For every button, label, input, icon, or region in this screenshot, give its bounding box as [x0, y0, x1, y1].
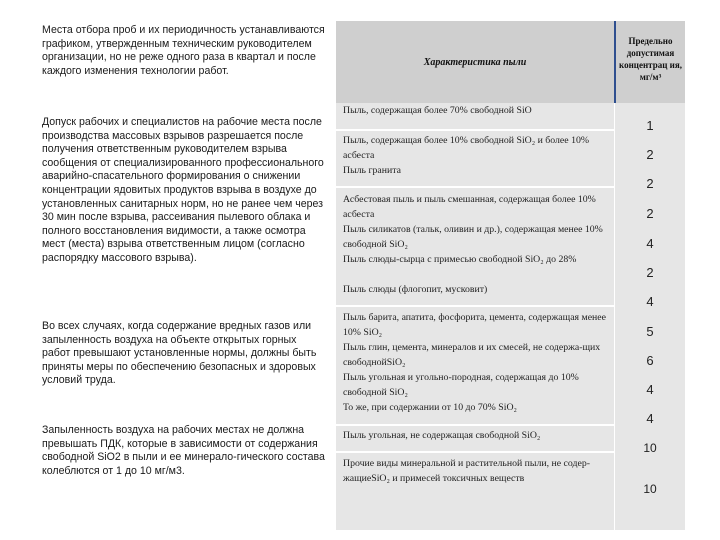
mpc-value: 4: [646, 411, 654, 426]
dust-row-silica-70: Пыль, содержащая более 70% свободной SiO: [343, 105, 532, 116]
dust-row-clay: Пыль глин, цемента, минералов и их смесей, не содержа-щих свободнойSiO₂: [343, 342, 601, 368]
dust-row-coal-no-silica: Пыль угольная, не содержащая свободной SiO₂: [343, 430, 541, 441]
mpc-value: 4: [646, 236, 654, 251]
mpc-value: 4: [646, 294, 654, 309]
dust-row-barite: Пыль барита, апатита, фосфорита, цемента, содержащая менее 10% SiO₂: [343, 312, 606, 338]
mpc-value: 10: [643, 482, 657, 496]
mpc-value: 4: [646, 382, 654, 397]
row-divider: [336, 186, 614, 188]
paragraph-measures: Во всех случаях, когда содержание вредных газов или запыленность воздуха на объекте открытых горных работ превышают установленные нормы, должны быть приняты меры по обеспечению безопасных и здоровых условий труда.: [42, 320, 317, 387]
mpc-value: 2: [646, 147, 654, 162]
mpc-value: 10: [643, 441, 657, 455]
dust-row-raw-mica: Пыль слюды-сырца с примесью свободной SiO₂ до 28%: [343, 254, 577, 265]
row-divider: [336, 129, 614, 131]
dust-row-coal-10-70: То же, при содержании от 10 до 70% SiO₂: [343, 402, 517, 413]
column-divider: [614, 103, 615, 530]
paragraph-dust-limit: Запыленность воздуха на рабочих местах не должна превышать ПДК, которые в зависимости от содержания свободной SiO2 в пыли и ее минерало-гического состава колеблются от 1 до 10 мг/м3.: [42, 424, 325, 477]
paragraph-admission: Допуск рабочих и специалистов на рабочие места после производства массовых взрывов разрешается после получения ответственным руководителем взрыва сообщения от специализированного профессионального аварийно-спасательного формирования о снижении концентрации ядовитых продуктов взрыва в воздухе до установленных санитарных норм, но не ранее чем через 30 мин после взрыва, рассеивания пылевого облака и полного восстановления видимости, а также осмотра мест (места) взрыва ответственным лицом (согласно распорядку массового взрыва).: [42, 116, 324, 264]
dust-row-silica-10-asbestos: Пыль, содержащая более 10% свободной SiO₂ и более 10% асбеста: [343, 135, 590, 161]
row-divider: [336, 424, 614, 426]
mpc-value: 2: [646, 206, 654, 221]
header-max-concentration: Предельно допустимая концентрац ия, мг/м³: [619, 36, 682, 82]
mpc-value: 5: [646, 324, 654, 339]
row-divider: [336, 305, 614, 307]
mpc-value: 2: [646, 176, 654, 191]
mpc-value: 1: [646, 118, 654, 133]
dust-row-granite: Пыль гранита: [343, 165, 401, 176]
dust-row-asbestos: Асбестовая пыль и пыль смешанная, содержащая более 10% асбеста: [343, 194, 596, 220]
header-dust-characteristic: Характеристика пыли: [423, 56, 527, 68]
paragraph-sampling: Места отбора проб и их периодичность устанавливаются графиком, утвержденным техническим руководителем организации, но не реже одного раза в квартал и после каждого изменения технологии работ.: [42, 24, 325, 77]
row-divider: [336, 451, 614, 453]
mpc-value: 6: [646, 353, 654, 368]
dust-row-coal-rock: Пыль угольная и угольно-породная, содержащая до 10% свободной SiO₂: [343, 372, 579, 398]
table-header: [336, 21, 685, 103]
dust-row-mica: Пыль слюды (флогопит, мусковит): [343, 284, 488, 295]
dust-row-silicates: Пыль силикатов (тальк, оливин и др.), содержащая менее 10% свободной SiO₂: [343, 224, 603, 250]
mpc-value: 2: [646, 265, 654, 280]
dust-row-other: Прочие виды минеральной и растительной пыли, не содер-жащиеSiO₂ и примесей токсичных веществ: [343, 458, 591, 484]
